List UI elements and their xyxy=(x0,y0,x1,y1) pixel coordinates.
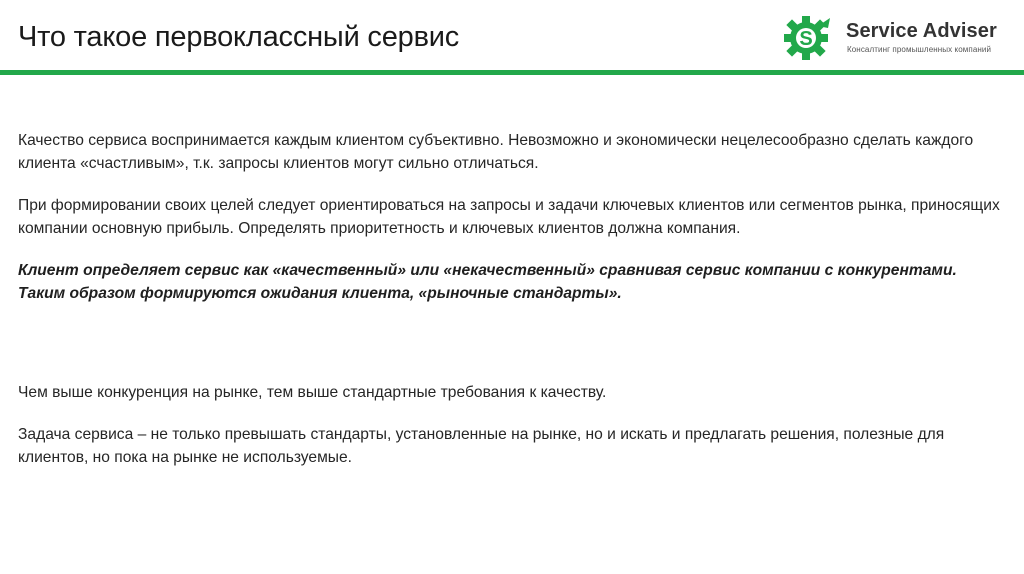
logo-tagline: Консалтинг промышленных компаний xyxy=(847,45,992,54)
paragraph-subjective-quality: Качество сервиса воспринимается каждым клиентом субъективно. Невозможно и экономически нецелесообразно сделать каждого клиента «счастливым», т.к. запросы клиентов могут сильно отличаться. xyxy=(18,132,974,172)
secondary-text-block xyxy=(18,381,1008,488)
paragraph-key-clients: При формировании своих целей следует ориентироваться на запросы и задачи ключевых клиентов или сегментов рынка, приносящих компании основную прибыль. Определять приоритетность и ключевых клиентов должна компания. xyxy=(18,197,1000,237)
gear-dollar-icon xyxy=(782,16,834,60)
svg-text:S: S xyxy=(799,28,813,50)
logo-name: Service Adviser xyxy=(846,20,997,42)
main-text-block xyxy=(18,129,1008,324)
page-title: Что такое первоклассный сервис xyxy=(18,21,460,53)
paragraph-market-standards: Клиент определяет сервис как «качественный» или «некачественный» сравнивая сервис компании с конкурентами. Таким образом формируются ожидания клиента, «рыночные стандарты». xyxy=(18,262,957,302)
paragraph-service-task: Задача сервиса – не только превышать стандарты, установленные на рынке, но и искать и предлагать решения, полезные для клиентов, но пока на рынке не используемые. xyxy=(18,426,945,466)
company-logo xyxy=(782,16,1018,60)
paragraph-competition: Чем выше конкуренция на рынке, тем выше стандартные требования к качеству. xyxy=(18,384,607,401)
header-divider xyxy=(0,70,1024,75)
